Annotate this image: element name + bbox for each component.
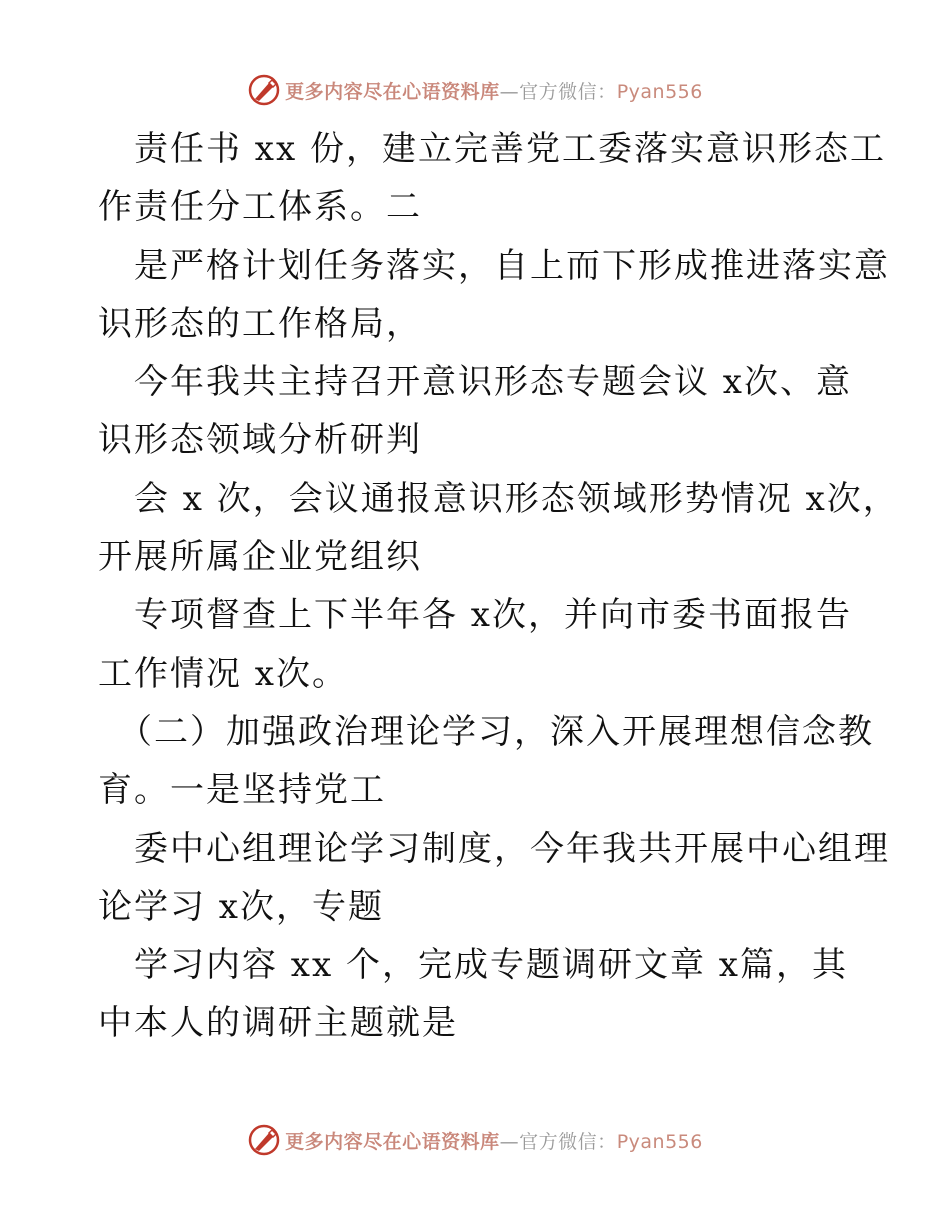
header-watermark-text [285,77,703,104]
header-brand-text: 更多内容尽在心语资料库 [285,80,500,103]
footer-brand-text: 更多内容尽在心语资料库 [285,1130,500,1153]
footer-watermark-text [285,1127,703,1154]
pen-logo-icon [247,1123,281,1157]
header-wechat-id: Pyan556 [616,80,703,103]
footer-wechat-id: Pyan556 [616,1130,703,1153]
header-watermark [0,70,950,110]
text-line: 委中心组理论学习制度，今年我共开展中心组理 [134,828,890,869]
text-line: 作责任分工体系。二 [98,187,422,228]
footer-watermark [0,1120,950,1160]
text-line: 中本人的调研主题就是 [98,1003,458,1044]
text-line: 育。一是坚持党工 [98,770,386,811]
text-line: 专项督查上下半年各 x次，并向市委书面报告 [134,595,852,636]
header-separator: — [499,80,520,103]
text-line: 是严格计划任务落实，自上而下形成推进落实意 [134,245,890,286]
header-wechat-label: 官方微信： [519,80,617,103]
text-line: 工作情况 x次。 [98,653,348,694]
section-heading-line: （二）加强政治理论学习，深入开展理想信念教 [118,711,874,752]
pen-logo-icon [247,73,281,107]
document-body [98,120,899,1053]
text-line: 学习内容 xx 个，完成专题调研文章 x篇，其 [134,945,848,986]
footer-wechat-label: 官方微信： [519,1130,617,1153]
footer-separator: — [499,1130,520,1153]
text-line: 会 x 次，会议通报意识形态领域形势情况 x次， [134,478,899,519]
text-line: 责任书 xx 份，建立完善党工委落实意识形态工 [134,129,886,169]
text-line: 识形态的工作格局， [98,303,422,344]
text-line: 今年我共主持召开意识形态专题会议 x次、意 [134,362,852,403]
text-line: 识形态领域分析研判 [98,420,422,461]
text-line: 论学习 x次，专题 [98,886,384,927]
text-line: 开展所属企业党组织 [98,537,422,578]
